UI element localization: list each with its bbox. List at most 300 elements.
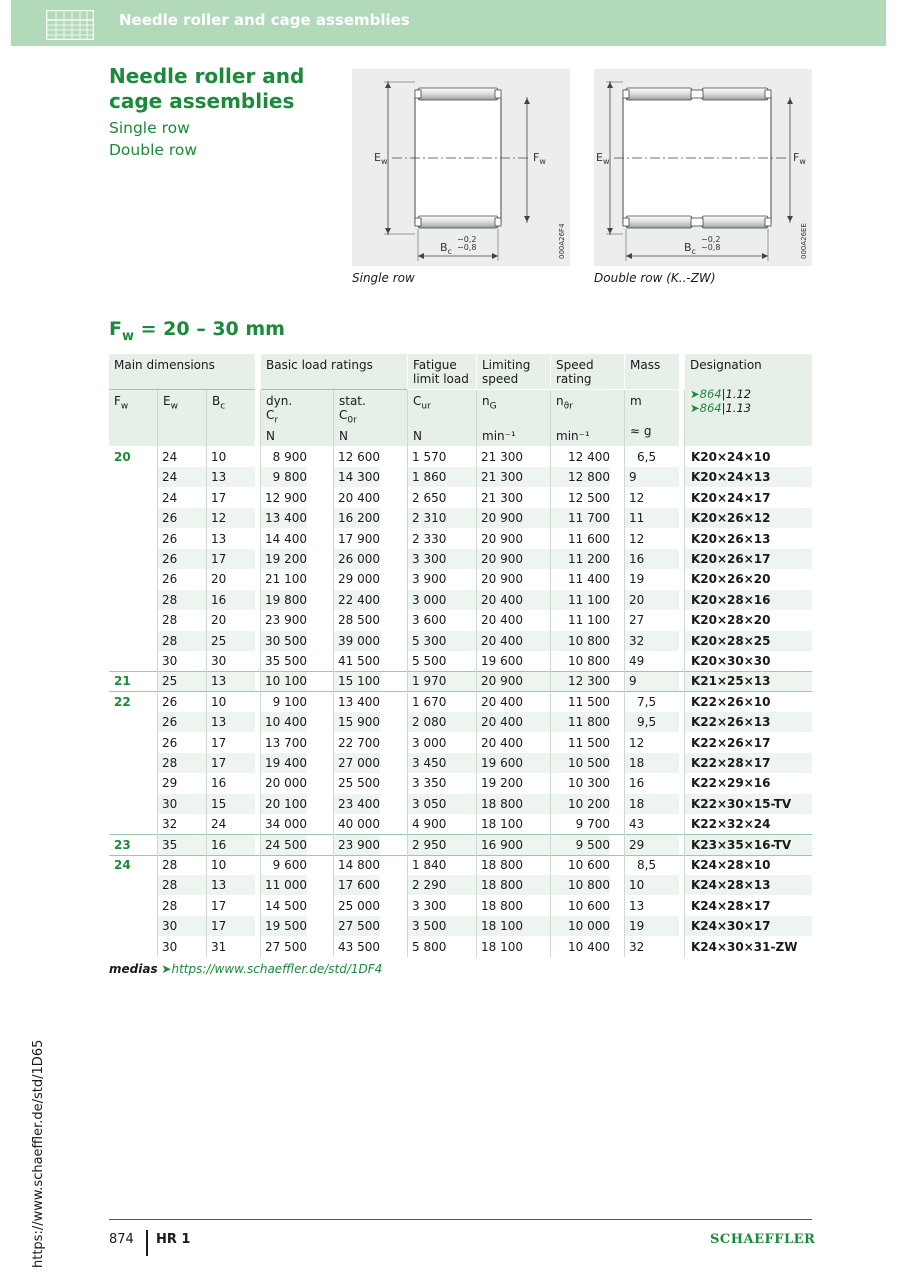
figure-code: 000A26F4 — [558, 223, 566, 259]
header-title: Needle roller and cage assemblies — [119, 11, 410, 29]
page-header — [11, 0, 886, 46]
bc-label: B — [684, 241, 692, 254]
cell-dyn: 11 000 — [261, 875, 307, 895]
svg-text:Fw — [793, 151, 806, 166]
cell-dyn: 30 500 — [261, 631, 307, 651]
column-divider — [624, 390, 625, 957]
svg-text:Ew — [374, 151, 388, 166]
cell-dyn: 24 500 — [261, 835, 307, 855]
cell-fw — [109, 467, 157, 487]
cell-nr: 10 600 — [568, 898, 610, 913]
cell-stat: 17 900 — [338, 531, 380, 546]
cell-ew: 32 — [162, 817, 178, 832]
cell-stat: 23 900 — [334, 835, 380, 855]
table-row — [109, 896, 812, 916]
cell-dyn: 10 100 — [261, 671, 307, 691]
cell-fw — [109, 488, 157, 508]
cell-ng: 19 200 — [481, 776, 523, 791]
cell-m: 16 — [625, 549, 679, 569]
cell-nr: 10 600 — [568, 858, 610, 872]
cell-dyn: 10 400 — [261, 712, 307, 732]
cell-m: 32 — [625, 631, 679, 651]
sym-bc-sub: c — [220, 401, 226, 412]
cell-cur: 3 500 — [408, 916, 476, 936]
cell-ng: 19 600 — [477, 753, 550, 773]
stat-label: stat. — [339, 394, 366, 408]
cell-dyn: 9 600 — [272, 858, 307, 872]
stat-sub: 0r — [347, 415, 357, 426]
cell-nr: 10 800 — [551, 875, 610, 895]
cell-ng: 18 800 — [477, 875, 550, 895]
header-cur — [408, 390, 476, 446]
table-row — [109, 692, 812, 712]
cell-ng: 21 300 — [477, 467, 550, 487]
cell-stat: 17 600 — [334, 875, 380, 895]
ew-label-sub: w — [380, 157, 388, 166]
column-divider — [333, 390, 334, 957]
cell-cur: 2 330 — [412, 531, 447, 546]
cell-ng: 20 400 — [481, 694, 523, 709]
cell-dyn: 21 100 — [265, 572, 307, 587]
cell-cur: 3 450 — [408, 753, 476, 773]
cell-stat: 43 500 — [338, 939, 380, 954]
cell-des: K22×28×17 — [685, 753, 812, 773]
cell-nr: 11 500 — [568, 735, 610, 750]
cell-m: 9,5 — [625, 712, 679, 732]
bc-tol-upper: −0,2 — [457, 235, 477, 244]
header-rule — [109, 389, 255, 390]
cell-m: 27 — [629, 613, 645, 628]
cell-stat: 28 500 — [338, 613, 380, 628]
bc-label-sub: c — [691, 247, 696, 256]
cell-stat: 26 000 — [334, 549, 380, 569]
nr-sub: ϑr — [563, 401, 573, 412]
cell-nr: 12 300 — [551, 671, 610, 691]
ref2-section: 1.13 — [725, 401, 752, 415]
cell-bc: 10 — [211, 858, 227, 872]
cell-cur: 2 310 — [408, 508, 476, 528]
header-fatigue-limit-load: Fatigue limit load — [408, 354, 476, 389]
table-row — [109, 651, 812, 671]
bc-tol-upper: −0,2 — [701, 235, 721, 244]
ref1-page: 864 — [699, 387, 722, 401]
table-row — [109, 875, 812, 895]
cell-stat: 14 800 — [338, 858, 380, 872]
cell-ew: 28 — [162, 613, 178, 628]
cell-ew: 28 — [162, 858, 178, 872]
ew-label: E — [374, 151, 381, 164]
cell-bc: 17 — [207, 916, 255, 936]
cell-ng: 20 400 — [481, 613, 523, 628]
cell-m: 29 — [625, 835, 679, 855]
dyn-sub: r — [274, 415, 279, 426]
cell-m: 49 — [629, 654, 645, 668]
subtitle-double-row: Double row — [109, 141, 198, 159]
cell-bc: 17 — [211, 735, 227, 750]
dyn-unit: N — [266, 429, 275, 444]
cell-bc: 12 — [207, 508, 255, 528]
cell-bc: 15 — [207, 794, 255, 814]
cell-ew: 24 — [162, 450, 178, 464]
medias-link[interactable] — [109, 962, 382, 976]
cell-m: 13 — [629, 898, 645, 913]
cell-cur: 3 600 — [412, 613, 447, 628]
table-grid-icon — [46, 10, 94, 40]
cell-cur: 2 950 — [408, 835, 476, 855]
group-divider — [109, 691, 812, 692]
sym-fw: F — [114, 394, 121, 408]
cell-des: K24×28×13 — [685, 875, 812, 895]
cell-ew: 26 — [162, 694, 178, 709]
cell-ng: 20 400 — [477, 590, 550, 610]
cell-bc: 31 — [211, 939, 227, 954]
cell-ng: 21 300 — [481, 490, 523, 505]
cell-des: K20×28×16 — [685, 590, 812, 610]
cell-bc: 13 — [207, 671, 255, 691]
cell-nr: 10 200 — [551, 794, 610, 814]
cell-nr: 11 100 — [568, 613, 610, 628]
table-row — [109, 549, 812, 569]
cell-ew: 26 — [158, 508, 206, 528]
cell-ew: 26 — [158, 712, 206, 732]
dyn-sym: C — [266, 408, 275, 422]
cell-ng: 20 400 — [477, 712, 550, 732]
cell-cur: 1 670 — [412, 694, 447, 709]
cell-m: 18 — [625, 794, 679, 814]
cell-bc: 25 — [207, 631, 255, 651]
cell-nr: 12 400 — [568, 450, 610, 464]
cell-ng: 16 900 — [477, 835, 550, 855]
cell-ew: 28 — [158, 631, 206, 651]
cell-ew: 30 — [162, 654, 178, 668]
cell-fw — [109, 569, 157, 589]
header-mass: Mass — [625, 354, 679, 389]
table-row — [109, 855, 812, 875]
header-designation — [685, 354, 812, 446]
brand-logo: SCHAEFFLER — [710, 1232, 816, 1247]
cell-bc: 20 — [211, 613, 227, 628]
cell-stat: 22 400 — [334, 590, 380, 610]
column-divider — [407, 390, 408, 957]
cell-dyn: 14 400 — [265, 531, 307, 546]
title-line-2: cage assemblies — [109, 89, 295, 113]
cell-nr: 10 500 — [551, 753, 610, 773]
cell-nr: 11 400 — [568, 572, 610, 587]
sym-fw-sub: w — [120, 401, 129, 412]
cell-des: K20×26×17 — [685, 549, 812, 569]
table-row — [109, 569, 812, 589]
cell-bc: 13 — [207, 712, 255, 732]
cell-dyn: 34 000 — [265, 817, 307, 832]
ng-sym: n — [482, 394, 490, 408]
cell-ng: 20 900 — [481, 531, 523, 546]
medias-arrow-icon: ➤ — [161, 962, 172, 976]
cell-nr: 12 500 — [568, 490, 610, 505]
cell-fw — [109, 794, 157, 814]
page-title — [109, 64, 329, 114]
table-row — [109, 671, 812, 691]
cell-des: K20×24×10 — [691, 450, 771, 464]
figure-caption-single: Single row — [352, 271, 415, 285]
table-row — [109, 733, 812, 753]
cell-ng: 18 100 — [481, 817, 523, 832]
svg-text:Ew — [596, 151, 610, 166]
title-line-1: Needle roller and — [109, 64, 305, 88]
cell-dyn: 9 100 — [272, 694, 307, 709]
cell-ew: 26 — [162, 735, 178, 750]
cell-m: 18 — [625, 753, 679, 773]
table-row — [109, 590, 812, 610]
cell-stat: 40 000 — [338, 817, 380, 832]
dyn-label: dyn. — [266, 394, 293, 408]
cell-dyn: 19 200 — [261, 549, 307, 569]
cell-ng: 21 300 — [481, 450, 523, 464]
cell-fw: 20 — [114, 450, 131, 464]
cell-ew: 26 — [162, 531, 178, 546]
cell-ng: 18 100 — [477, 916, 550, 936]
cell-m: 6,5 — [637, 450, 657, 464]
cell-dyn: 12 900 — [265, 490, 307, 505]
cell-fw — [109, 631, 157, 651]
cell-dyn: 9 800 — [261, 467, 307, 487]
cell-dyn: 13 400 — [261, 508, 307, 528]
cell-bc: 16 — [207, 590, 255, 610]
cell-stat: 15 900 — [334, 712, 380, 732]
bc-tol-lower: −0,8 — [701, 243, 721, 252]
cell-m: 9 — [625, 671, 679, 691]
cell-des: K20×28×20 — [691, 613, 771, 628]
cell-des: K20×30×30 — [691, 654, 771, 668]
cell-fw — [109, 916, 157, 936]
cell-ng: 20 900 — [477, 671, 550, 691]
cell-ng: 18 800 — [481, 858, 523, 872]
cell-fw: 24 — [114, 858, 131, 872]
cell-cur: 3 900 — [412, 572, 447, 587]
subtitle-single-row: Single row — [109, 119, 190, 137]
cell-m: 11 — [625, 508, 679, 528]
cell-ng: 18 800 — [477, 794, 550, 814]
stat-unit: N — [339, 429, 348, 444]
cell-bc: 16 — [211, 776, 227, 791]
cell-ng: 20 900 — [477, 549, 550, 569]
cell-fw — [109, 773, 157, 793]
cell-ew: 26 — [162, 572, 178, 587]
cell-m: 19 — [625, 916, 679, 936]
nr-sym: n — [556, 394, 564, 408]
cell-m: 12 — [629, 735, 645, 750]
cell-ew: 26 — [158, 549, 206, 569]
cell-stat: 39 000 — [334, 631, 380, 651]
cell-stat: 27 000 — [334, 753, 380, 773]
stat-sym: C — [339, 408, 348, 422]
table-row — [109, 835, 812, 855]
cell-dyn: 19 400 — [261, 753, 307, 773]
cell-stat: 12 600 — [338, 450, 380, 464]
cell-nr: 10 300 — [568, 776, 610, 791]
cell-nr: 11 200 — [551, 549, 610, 569]
cell-ew: 28 — [158, 753, 206, 773]
cell-des: K24×30×17 — [685, 916, 812, 936]
cell-stat: 16 200 — [334, 508, 380, 528]
cell-cur: 5 500 — [412, 654, 447, 668]
medias-url[interactable]: https://www.schaeffler.de/std/1DF4 — [171, 962, 383, 976]
cell-bc: 17 — [207, 753, 255, 773]
cell-m: 19 — [629, 572, 645, 587]
cell-des: K22×32×24 — [691, 817, 771, 832]
cell-dyn: 13 700 — [265, 735, 307, 750]
sym-ew: E — [163, 394, 171, 408]
cell-stat: 25 000 — [338, 898, 380, 913]
header-main-dimensions: Main dimensions — [109, 354, 255, 389]
ref-arrow-2: ➤ — [690, 401, 700, 415]
range-title — [109, 318, 285, 344]
table-row — [109, 610, 812, 630]
cell-fw — [109, 529, 157, 549]
cell-bc: 17 — [211, 490, 227, 505]
cell-bc: 24 — [211, 817, 227, 832]
table-row — [109, 937, 812, 957]
group-divider — [109, 834, 812, 835]
cell-bc: 10 — [211, 450, 227, 464]
cell-cur: 3 000 — [412, 735, 447, 750]
header-ew — [158, 390, 206, 446]
cell-cur: 3 050 — [408, 794, 476, 814]
ew-label: E — [596, 151, 603, 164]
svg-text:Bc — [440, 241, 452, 256]
cell-stat: 29 000 — [338, 572, 380, 587]
page-number: 874 — [109, 1232, 134, 1247]
cell-ew: 24 — [162, 490, 178, 505]
cell-fw — [109, 549, 157, 569]
table-row — [109, 794, 812, 814]
nr-unit: min⁻¹ — [556, 429, 590, 444]
table-row — [109, 753, 812, 773]
range-prefix: F — [109, 318, 122, 340]
cell-cur: 1 840 — [412, 858, 447, 872]
cell-dyn: 8 900 — [272, 450, 307, 464]
figure-double-row — [594, 69, 812, 266]
header-bc — [207, 390, 255, 446]
cell-des: K24×28×10 — [691, 858, 771, 872]
cell-fw: 23 — [114, 837, 131, 852]
cell-des: K20×26×13 — [691, 531, 771, 546]
cell-nr: 10 800 — [568, 654, 610, 668]
cell-fw — [109, 610, 157, 630]
cell-m: 32 — [629, 939, 645, 954]
cell-nr: 11 700 — [551, 508, 610, 528]
table-row — [109, 508, 812, 528]
group-divider — [109, 671, 812, 672]
cur-unit: N — [413, 429, 422, 444]
cell-cur: 1 970 — [408, 671, 476, 691]
cell-stat: 41 500 — [338, 654, 380, 668]
cell-ew: 30 — [158, 794, 206, 814]
bc-label: B — [440, 241, 448, 254]
side-url[interactable]: https://www.schaeffler.de/std/1D65 — [31, 1039, 46, 1268]
cell-ew: 30 — [162, 939, 178, 954]
cell-m: 43 — [629, 817, 645, 832]
cell-ew: 28 — [158, 590, 206, 610]
cell-cur: 2 080 — [408, 712, 476, 732]
sym-ew-sub: w — [170, 401, 178, 412]
cell-m: 8,5 — [637, 858, 657, 872]
cell-cur: 1 570 — [412, 450, 447, 464]
cell-fw: 21 — [114, 674, 131, 689]
cell-fw — [109, 733, 157, 753]
cell-fw — [109, 508, 157, 528]
cell-ew: 30 — [158, 916, 206, 936]
cell-ew: 28 — [158, 875, 206, 895]
cell-bc: 10 — [211, 694, 227, 709]
cell-fw: 22 — [114, 694, 131, 709]
section-label: HR 1 — [156, 1232, 191, 1247]
figure-single-row — [352, 69, 570, 266]
single-row-drawing — [352, 69, 570, 266]
sym-bc: B — [212, 394, 221, 408]
cell-nr: 11 800 — [551, 712, 610, 732]
cell-stat: 22 700 — [338, 735, 380, 750]
cell-fw — [109, 712, 157, 732]
cell-des: K22×26×17 — [691, 735, 771, 750]
fw-label-sub: w — [799, 157, 806, 166]
fw-label-sub: w — [539, 157, 546, 166]
cell-ew: 28 — [162, 898, 178, 913]
cell-bc: 30 — [211, 654, 227, 668]
cell-m: 16 — [629, 776, 645, 791]
mass-unit: ≈ g — [630, 424, 652, 438]
header-dyn — [261, 390, 333, 446]
table-row — [109, 916, 812, 936]
cell-ew: 29 — [162, 776, 178, 791]
header-stat — [334, 390, 407, 446]
cell-ng: 20 400 — [477, 631, 550, 651]
cell-bc: 17 — [211, 898, 227, 913]
cell-ng: 18 100 — [481, 939, 523, 954]
cell-dyn: 14 500 — [265, 898, 307, 913]
table-row — [109, 529, 812, 549]
cell-des: K22×26×10 — [691, 694, 771, 709]
cell-nr: 9 700 — [575, 817, 610, 832]
cell-nr: 10 400 — [568, 939, 610, 954]
cell-stat: 25 500 — [338, 776, 380, 791]
table-row — [109, 712, 812, 732]
cell-ng: 18 800 — [481, 898, 523, 913]
cell-des: K24×28×17 — [691, 898, 771, 913]
cell-nr: 9 500 — [551, 835, 610, 855]
footer-divider — [109, 1219, 812, 1220]
designation-label: Designation — [690, 358, 762, 372]
ref1-section: 1.12 — [725, 387, 752, 401]
header-ng — [477, 390, 550, 446]
cell-cur: 5 800 — [412, 939, 447, 954]
cell-m: 12 — [629, 531, 645, 546]
cell-des: K24×30×31-ZW — [691, 939, 798, 954]
cell-ng: 19 600 — [481, 654, 523, 668]
cell-fw — [109, 875, 157, 895]
table-row — [109, 467, 812, 487]
cell-des: K20×24×17 — [691, 490, 771, 505]
column-divider — [684, 390, 685, 957]
header-m — [625, 390, 679, 446]
cell-cur: 3 350 — [412, 776, 447, 791]
cell-m: 10 — [625, 875, 679, 895]
cell-fw — [109, 753, 157, 773]
cell-bc: 13 — [207, 875, 255, 895]
svg-text:Fw — [533, 151, 546, 166]
bc-tol-lower: −0,8 — [457, 243, 477, 252]
cell-stat: 15 100 — [334, 671, 380, 691]
ng-unit: min⁻¹ — [482, 429, 516, 444]
